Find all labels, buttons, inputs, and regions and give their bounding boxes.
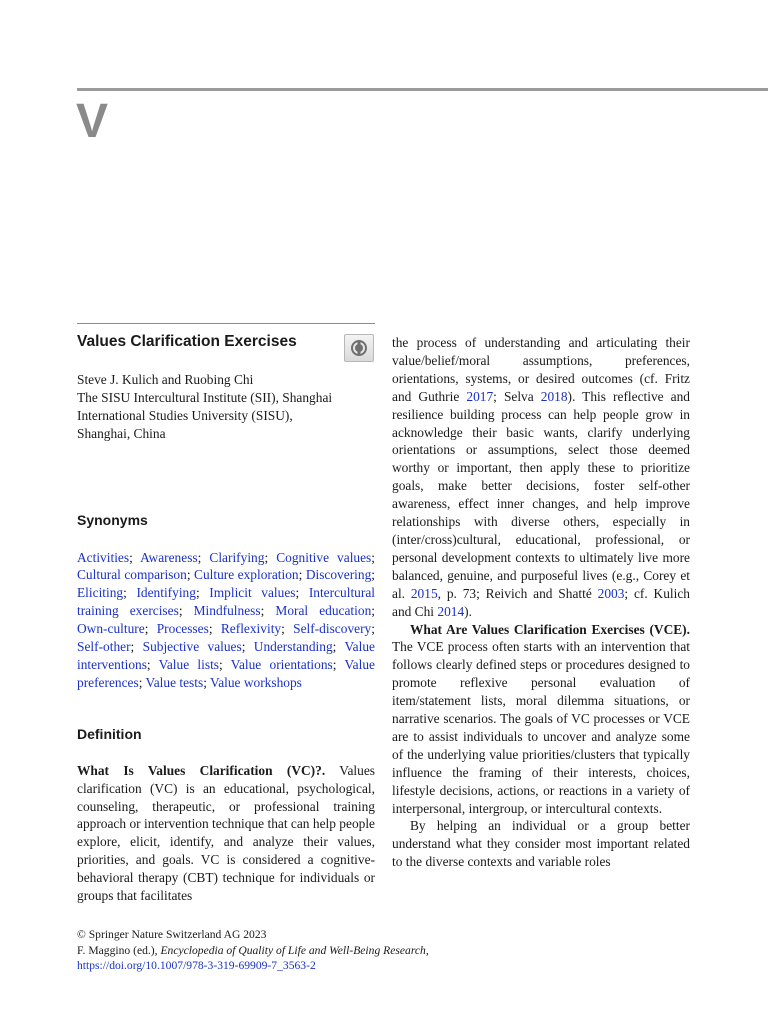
paragraph-continuation: [392, 334, 690, 621]
synonym-link[interactable]: Value preferences: [77, 656, 375, 690]
author-affiliation: International Studies University (SISU),: [77, 407, 293, 423]
closing-paragraph: By helping an individual or a group better understand what they consider most important related to the diverse contexts and variable roles: [392, 818, 690, 870]
synonym-link[interactable]: Clarifying: [209, 549, 265, 565]
synonym-link[interactable]: Subjective values: [142, 639, 242, 655]
citation-link[interactable]: 2018: [540, 388, 568, 404]
synonym-link[interactable]: Culture exploration: [194, 567, 299, 583]
synonym-link[interactable]: Activities: [77, 549, 130, 565]
synonym-link[interactable]: Eliciting: [77, 585, 124, 601]
synonym-link[interactable]: Reflexivity: [220, 621, 282, 637]
right-column: [392, 334, 690, 871]
check-for-updates-icon[interactable]: [344, 334, 374, 362]
vce-question: What Are Values Clarification Exercises (VCE).: [410, 621, 690, 637]
synonym-link[interactable]: Cognitive values: [276, 549, 372, 565]
synonym-link[interactable]: Mindfulness: [193, 603, 261, 619]
citation-link[interactable]: 2014: [437, 603, 465, 619]
doi-link[interactable]: https://doi.org/10.1007/978-3-319-69909-7_3563-2: [77, 959, 316, 973]
author-block: [77, 371, 375, 443]
text-run: ). This reflective and resilience building process can help people grow in acknowledge their basic wants, clarify underlying orientations or assumptions, select those deemed worthy or important, then apply these to prioritize goals, make better decisions, foster self-other awareness, effect inner changes, and help improve relationships with diverse others, especially in (inter/cross)cultural, educational, professional, or personal development contexts to ultimately live more balanced, genuine, and purposeful lives (e.g., Corey et al.: [392, 388, 690, 601]
synonym-link[interactable]: Self-discovery: [293, 621, 372, 637]
synonym-link[interactable]: Moral education: [275, 603, 372, 619]
text-run: , p. 73; Reivich and Shatté: [437, 585, 598, 601]
synonym-link[interactable]: Processes: [156, 621, 209, 637]
author-affiliation: The SISU Intercultural Institute (SII), Shanghai: [77, 389, 333, 405]
author-affiliation: Shanghai, China: [77, 425, 166, 441]
left-column: [77, 323, 375, 905]
vce-body: The VCE process often starts with an intervention that follows clearly defined steps or procedures designed to promote reflexive personal evaluation of item/statement lists, moral dilemma situations, or narrative scenarios. The goals of VC processes or VCE are to assist individuals to uncover and analyze some of the underlying value priorities/clusters that typically influence the framing of their interests, choices, lifestyle decisions, actions, or reactions in a variety of interpersonal, intergroup, or intercultural contexts.: [392, 639, 690, 816]
definition-body: Values clarification (VC) is an educational, psychological, counseling, therapeutic, or professional training approach or intervention technique that can help people explore, elicit, identify, and analyze their values, priorities, and goals. VC is considered a cognitive-behavioral therapy (CBT) technique for individuals or groups that facilitates: [77, 762, 376, 904]
synonyms-list: Activities; Awareness; Clarifying; Cognitive values; Cultural comparison; Culture exploration; Discovering; Eliciting; Identifying; Implicit values; Intercultural training exercises; Mindfulness; Moral education; Own-culture; Processes; Reflexivity; Self-discovery; Self-other; Subjective values; Understanding; Value interventions; Value lists; Value orientations; Value preferences; Value tests; Value workshops: [77, 549, 375, 690]
citation-line: [77, 943, 429, 959]
synonym-link[interactable]: Value workshops: [210, 674, 302, 690]
citation-suffix: ,: [425, 943, 429, 957]
citation-link[interactable]: 2003: [597, 585, 625, 601]
synonym-link[interactable]: Understanding: [253, 639, 333, 655]
author-names: Steve J. Kulich and Ruobing Chi: [77, 372, 254, 387]
synonym-link[interactable]: Implicit values: [209, 585, 296, 601]
copyright-line: © Springer Nature Switzerland AG 2023: [77, 928, 267, 941]
text-run: the process of understanding and articulating their value/belief/moral assumptions, preferences, orientations, systems, or desired outcomes (cf. Fritz and Guthrie: [392, 335, 690, 404]
citation-prefix: F. Maggino (ed.),: [77, 943, 161, 957]
synonym-link[interactable]: Cultural comparison: [77, 567, 187, 583]
text-run: ; cf. Kulich and Chi: [392, 585, 690, 619]
entry-title: Values Clarification Exercises: [77, 333, 297, 350]
synonym-link[interactable]: Value orientations: [230, 656, 333, 672]
synonym-link[interactable]: Intercultural training exercises: [77, 585, 375, 619]
definition-paragraph: [77, 762, 375, 905]
citation-link[interactable]: 2017: [466, 388, 494, 404]
citation-link[interactable]: 2015: [410, 585, 438, 601]
citation-title: Encyclopedia of Quality of Life and Well-Being Research: [160, 943, 426, 957]
top-rule: [77, 88, 768, 91]
synonym-link[interactable]: Awareness: [140, 549, 198, 565]
section-letter: V: [76, 95, 109, 148]
text-run: ; Selva: [493, 388, 541, 404]
synonym-link[interactable]: Value tests: [145, 674, 204, 690]
definition-heading: Definition: [77, 725, 142, 742]
synonym-link[interactable]: Value interventions: [77, 639, 375, 672]
synonym-link[interactable]: Identifying: [136, 585, 196, 601]
definition-question: What Is Values Clarification (VC)?.: [77, 762, 326, 778]
synonym-link[interactable]: Discovering: [305, 567, 372, 583]
text-run: ).: [464, 603, 472, 619]
title-rule: [77, 323, 375, 324]
synonym-link[interactable]: Value lists: [158, 656, 220, 672]
page-footer: [77, 927, 429, 974]
synonyms-heading: Synonyms: [77, 511, 148, 528]
synonym-link[interactable]: Self-other: [77, 639, 131, 655]
vce-paragraph: [392, 621, 690, 818]
entry-header: [77, 331, 375, 371]
synonym-link[interactable]: Own-culture: [77, 621, 145, 637]
